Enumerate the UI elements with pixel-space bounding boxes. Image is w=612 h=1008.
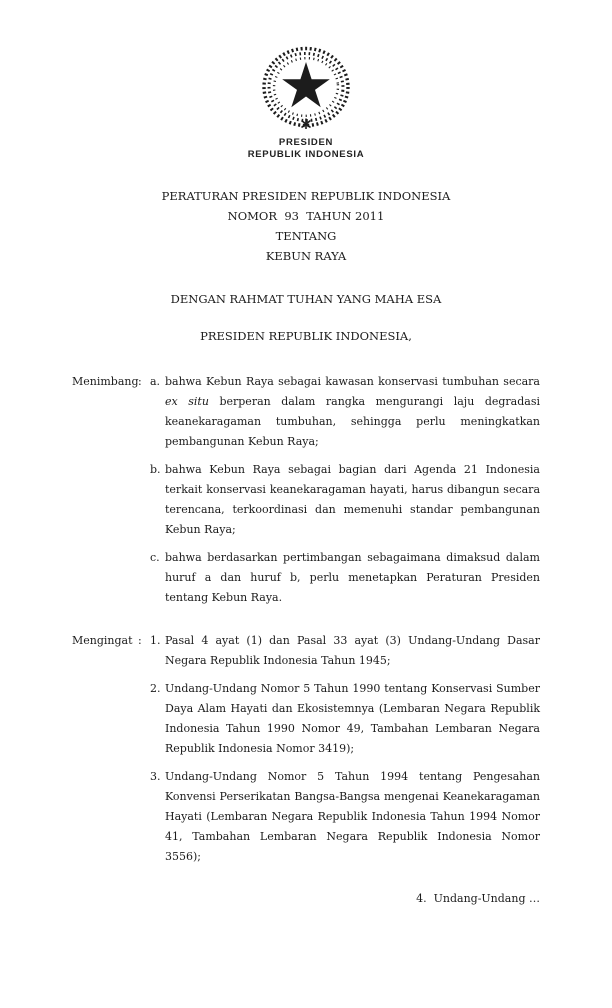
item-text: bahwa Kebun Raya sebagai bagian dari Agenda 21 Indonesia terkait konservasi keanekaragaman hayati, harus dibangun secara terencana, terkoordinasi dan memenuhi standar pembangunan Kebun Raya;: [165, 463, 540, 536]
recalling-items: [150, 631, 540, 867]
subject-title: KEBUN RAYA: [265, 249, 347, 263]
considering-colon: :: [138, 375, 142, 388]
presidential-seal-icon: [258, 46, 354, 132]
item-marker: 1.: [150, 634, 161, 647]
item-marker: b.: [150, 463, 161, 476]
title-block: [72, 186, 540, 266]
considering-item-b: [150, 460, 540, 540]
considering-item-a: [150, 372, 540, 452]
recalling-item-2: [150, 679, 540, 759]
item-text: bahwa berdasarkan pertimbangan sebagaimana dimaksud dalam huruf a dan huruf b, perlu menetapkan Peraturan Presiden tentang Kebun Raya.: [165, 551, 540, 604]
letterhead-presiden: PRESIDEN: [278, 137, 334, 148]
item-marker: a.: [150, 375, 161, 388]
item-text: [165, 372, 540, 452]
considering-item-c: [150, 548, 540, 608]
item-text-post: berperan dalam rangka mengurangi laju degradasi keanekaragaman tumbuhan, sehingga perlu meningkatkan pembangunan Kebun Raya;: [165, 395, 540, 448]
salutation-line: PRESIDEN REPUBLIK INDONESIA,: [200, 329, 412, 343]
considering-label: Menimbang: [72, 375, 139, 388]
considering-items: [150, 372, 540, 608]
tentang-label: TENTANG: [275, 229, 337, 243]
item-text: Pasal 4 ayat (1) dan Pasal 33 ayat (3) Undang-Undang Dasar Negara Republik Indonesia Tahun 1945;: [165, 634, 540, 667]
continuation-catchword: 4. Undang-Undang …: [416, 892, 540, 905]
regulation-number: NOMOR 93 TAHUN 2011: [227, 209, 385, 223]
considering-section: [72, 372, 540, 608]
item-text: Undang-Undang Nomor 5 Tahun 1994 tentang Pengesahan Konvensi Perserikatan Bangsa-Bangsa mengenai Keanekaragaman Hayati (Lembaran Negara Republik Indonesia Tahun 1994 Nomor 41, Tambahan Lembaran Negara Republik Indonesia Nomor 3556);: [165, 770, 540, 863]
item-marker: 3.: [150, 770, 161, 783]
letterhead: [72, 46, 540, 160]
letterhead-republik-indonesia: REPUBLIK INDONESIA: [247, 148, 365, 160]
invocation-line: DENGAN RAHMAT TUHAN YANG MAHA ESA: [170, 292, 442, 306]
item-text-pre: bahwa Kebun Raya sebagai kawasan konservasi tumbuhan secara: [165, 375, 540, 388]
recalling-section: [72, 631, 540, 867]
item-marker: 2.: [150, 682, 161, 695]
item-marker: c.: [150, 551, 160, 564]
recalling-colon: :: [138, 634, 142, 647]
item-text: Undang-Undang Nomor 5 Tahun 1990 tentang Konservasi Sumber Daya Alam Hayati dan Ekosistemnya (Lembaran Negara Republik Indonesia Tahun 1990 Nomor 49, Tambahan Lembaran Negara Republik Indonesia Nomor 3419);: [165, 682, 540, 755]
item-text-italic: ex situ: [165, 395, 209, 408]
recalling-label: Mengingat: [72, 634, 133, 647]
recalling-item-1: [150, 631, 540, 671]
regulation-title: PERATURAN PRESIDEN REPUBLIK INDONESIA: [161, 189, 451, 203]
recalling-item-3: [150, 767, 540, 867]
